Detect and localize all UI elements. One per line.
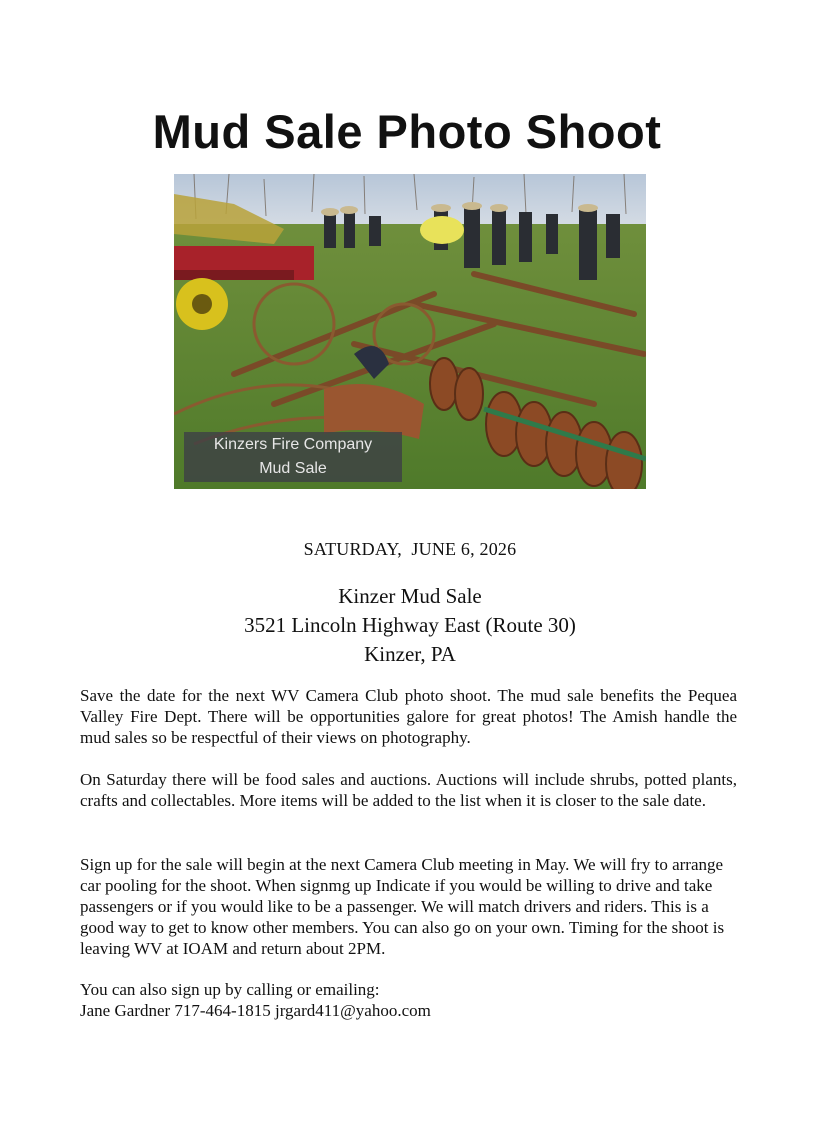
contact-intro: You can also sign up by calling or emailing: (80, 980, 380, 999)
contact-block (80, 979, 737, 1021)
photo-caption-line1: Kinzers Fire Company (213, 436, 373, 453)
event-date: SATURDAY, JUNE 6, 2026 (303, 539, 517, 559)
venue-city: Kinzer, PA (364, 642, 456, 666)
paragraph-saturday-sales: On Saturday there will be food sales and auctions. Auctions will include shrubs, potted plants, crafts and collectables. More items will be added to the list when it is closer to the sale date. (80, 770, 737, 810)
page-title: Mud Sale Photo Shoot (152, 105, 662, 158)
paragraph-save-the-date: Save the date for the next WV Camera Club photo shoot. The mud sale benefits the Pequea Valley Fire Dept. There will be opportunities galore for great photos! The Amish handle the mud sales so be respectful of their views on photography. (80, 686, 737, 747)
venue-block (0, 582, 814, 669)
contact-details: Jane Gardner 717-464-1815 jrgard411@yahoo.com (80, 1001, 431, 1020)
photo-caption (184, 432, 402, 482)
paragraph-sign-up: Sign up for the sale will begin at the next Camera Club meeting in May. We will fry to arrange car pooling for the shoot. When signmg up Indicate if you would be willing to drive and take passengers or if you would like to be a passenger. We will match drivers and riders. This is a good way to get to know other members. You can also go on your own. Timing for the shoot is leaving WV at IOAM and return about 2PM. (80, 855, 725, 958)
photo-caption-line2: Mud Sale (259, 460, 327, 477)
venue-name: Kinzer Mud Sale (338, 584, 482, 608)
mud-sale-photo (174, 174, 646, 489)
venue-address: 3521 Lincoln Highway East (Route 30) (244, 613, 576, 637)
